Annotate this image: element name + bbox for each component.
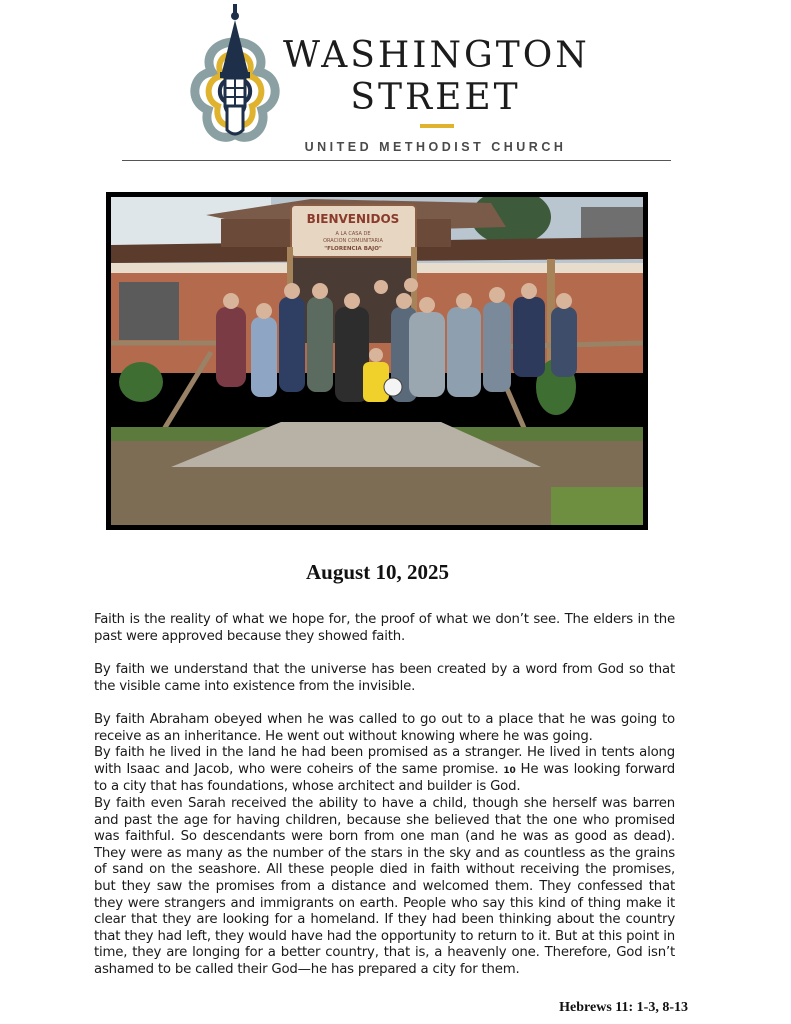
scripture-text-3c: He was looking forward to a city that has foundations, whose architect and builder is God. (94, 761, 676, 795)
scripture-paragraph-3 (94, 712, 675, 979)
church-subtitle: UNITED METHODIST CHURCH (304, 140, 567, 154)
header-rule (122, 160, 671, 161)
scripture-paragraph-2 (94, 662, 675, 695)
scripture-reference: Hebrews 11: 1-3, 8-13 (559, 1000, 688, 1015)
church-name-line2: STREET (350, 77, 521, 118)
scripture-text-3b: By faith he lived in the land he had been promised as a stranger. He lived in tents along with Isaac and Jacob, who were coheirs of the same promise. (94, 745, 675, 777)
scripture-text-3d: By faith even Sarah received the ability to have a child, though she herself was barren and past the age for having children, because she believed that the one who promised was faithful. So descendants were born from one man (and he was as good as dead). They were as many as the number of the stars in the sky and as countless as the grains of sand on the seashore. All these people died in faith without receiving the promises, but they saw the promises from a distance and welcomed them. They confessed that they were strangers and immigrants on earth. People who say this kind of thing make it clear that they are looking for a homeland. If they had been thinking about the country that they had left, they would have had the opportunity to return to it. But at this point in time, they are longing for a better country, that is, a heavenly one. Therefore, God isn’t ashamed to be called their God—he has prepared a city for them. (94, 795, 675, 977)
sign-line-2: ORACION COMUNITARIA (323, 238, 383, 244)
scripture-paragraph-1 (94, 612, 675, 645)
scripture-text-3b-wrapper (94, 745, 675, 796)
sign-title: BIENVENIDOS (306, 212, 400, 226)
scripture-text-3a: By faith Abraham obeyed when he was called to go out to a place that he was going to receive as an inheritance. He went out without knowing where he was going. (94, 712, 675, 744)
sign-line-3: "FLORENCIA BAJO" (324, 246, 382, 252)
scripture-text-1: Faith is the reality of what we hope for, the proof of what we don’t see. The elders in the past were approved because they showed faith. (94, 612, 675, 644)
scripture-text-2: By faith we understand that the universe has been created by a word from God so that the visible came into existence from the invisible. (94, 662, 675, 694)
group-photo-illustration (111, 197, 643, 525)
bulletin-date: August 10, 2025 (306, 560, 449, 584)
verse-number: 10 (503, 765, 516, 776)
church-name-line1: WASHINGTON (283, 35, 590, 76)
group-photo (106, 192, 648, 530)
church-logo-icon (182, 2, 288, 152)
sign-line-1: A LA CASA DE (335, 231, 371, 237)
gold-divider (420, 124, 454, 128)
